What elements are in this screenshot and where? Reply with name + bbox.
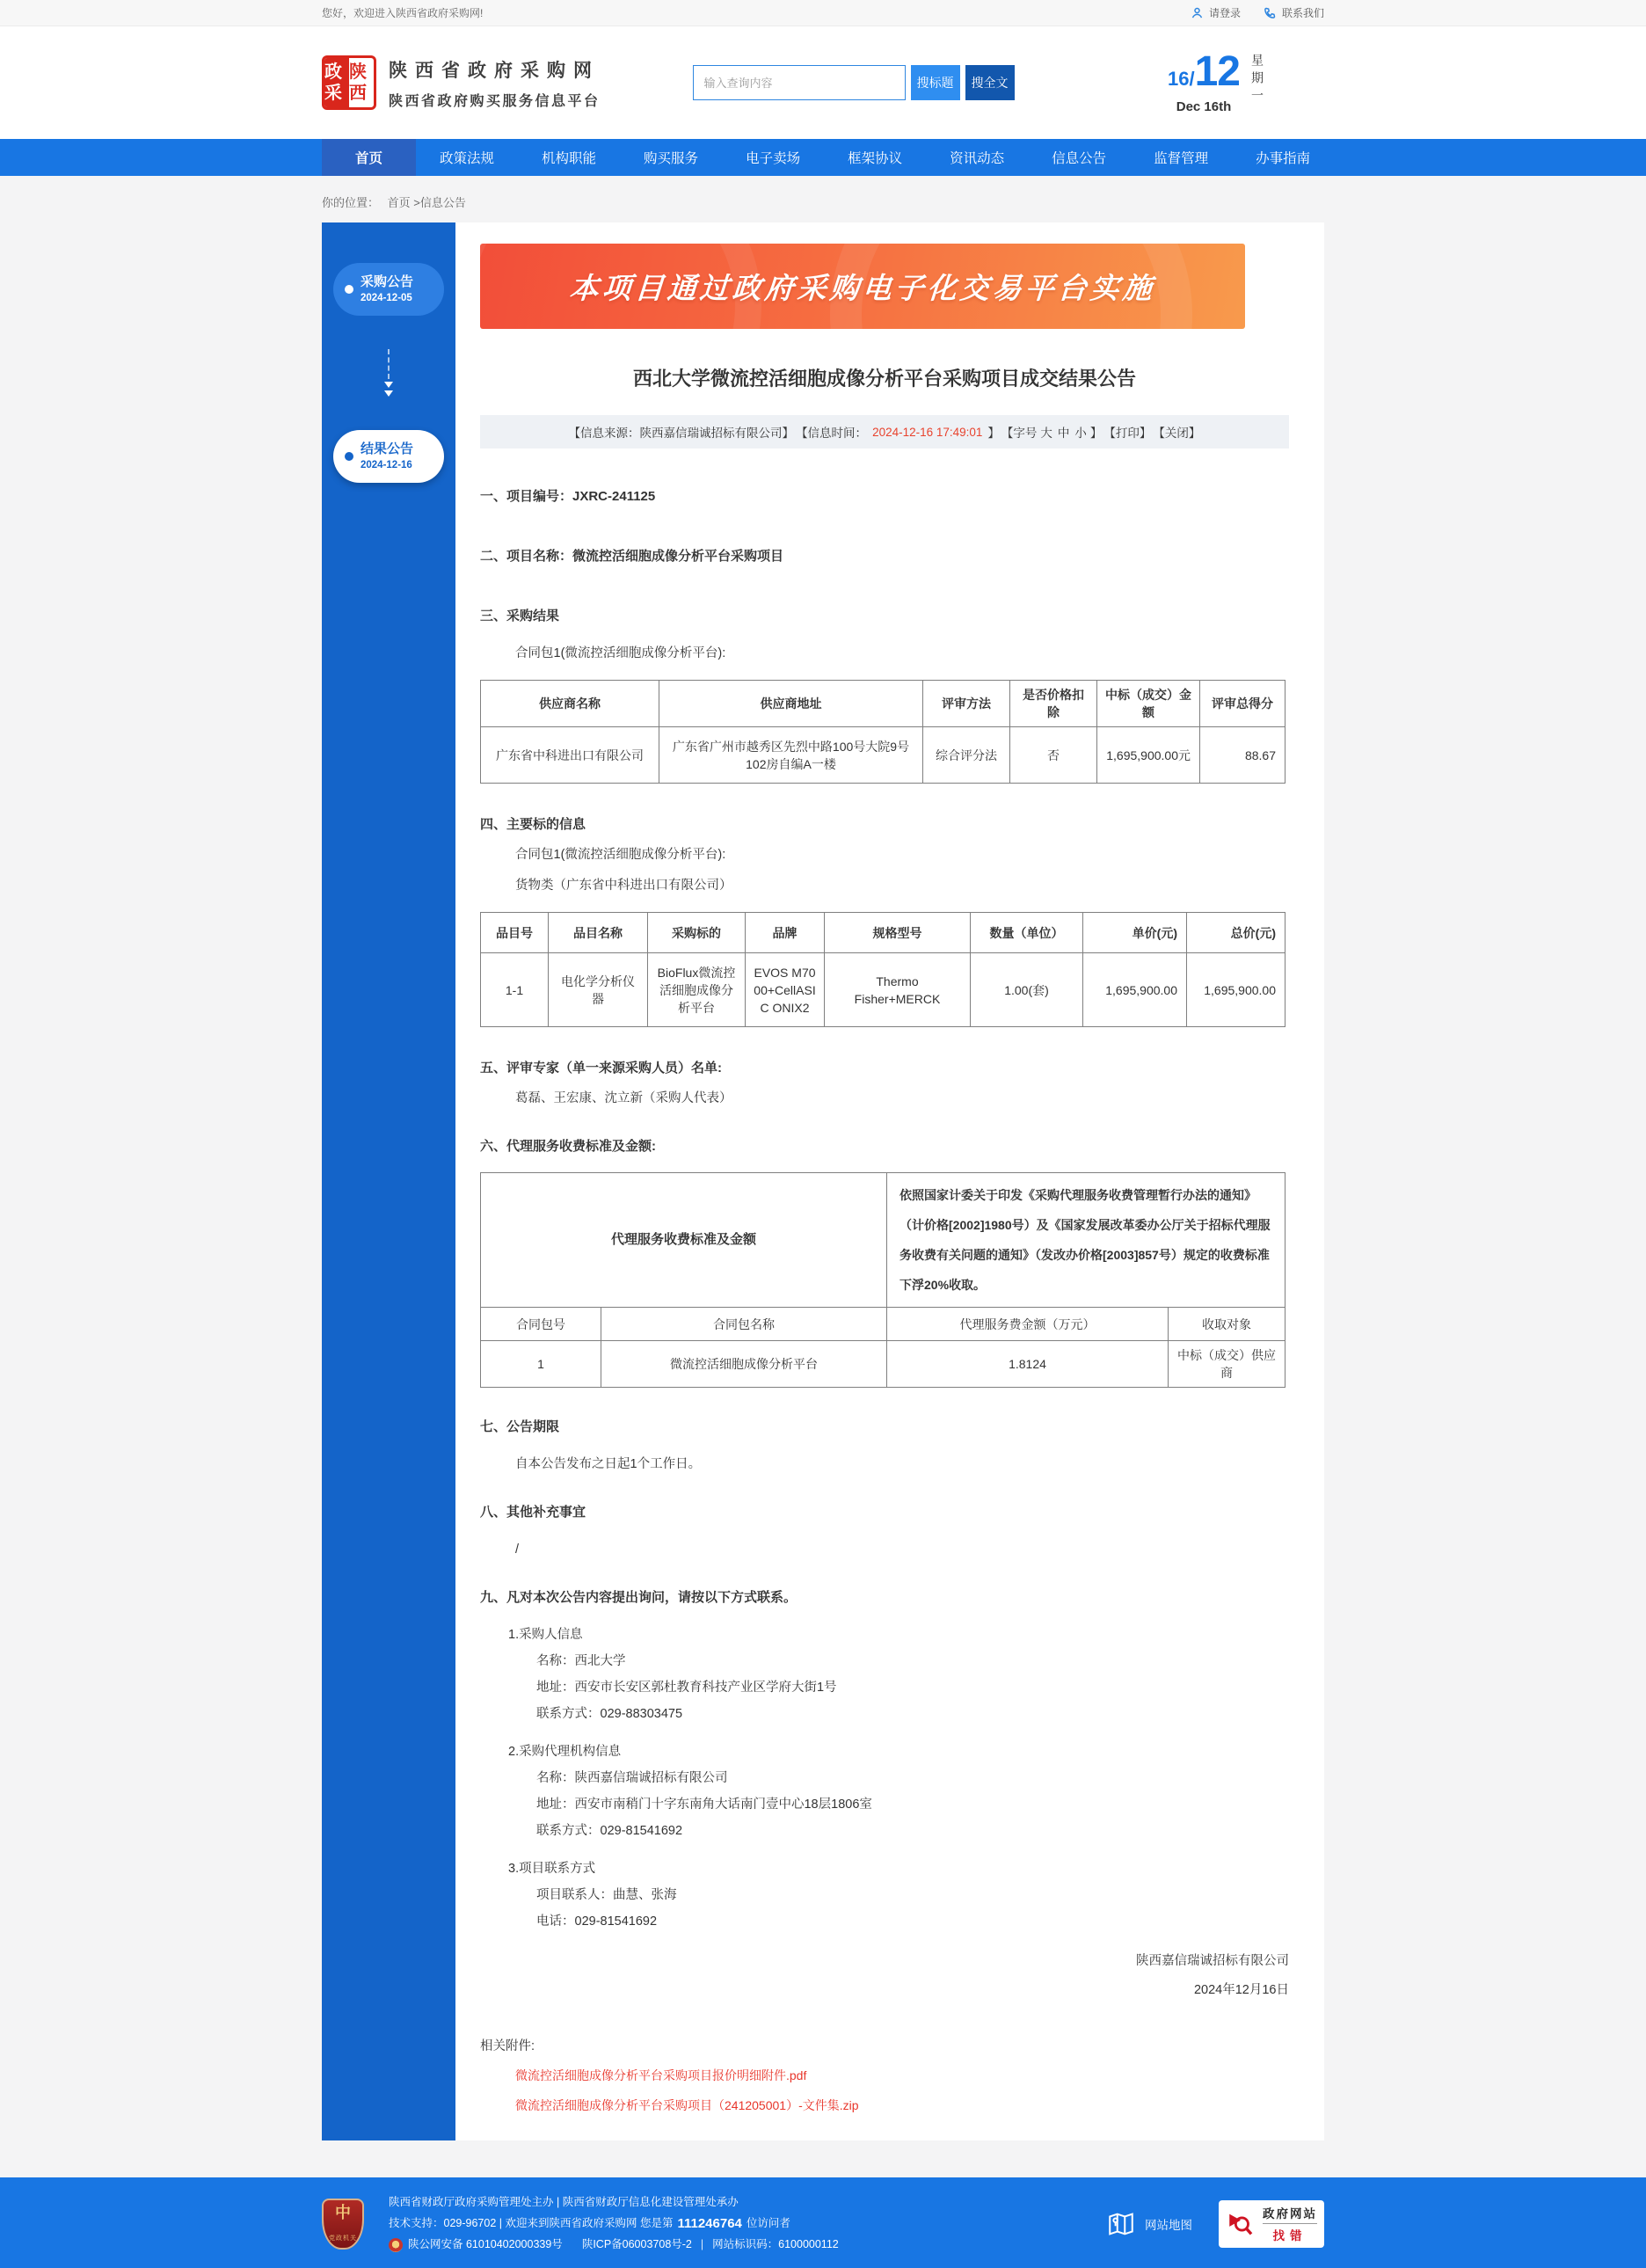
nav-item-service-guide[interactable]: 办事指南 (1256, 151, 1311, 166)
article-title: 西北大学微流控活细胞成像分析平台采购项目成交结果公告 (632, 368, 1136, 390)
sidebar-item-procurement-announcement[interactable]: 采购公告 2024-12-05 (333, 263, 444, 316)
timeline-dot (345, 285, 353, 294)
top-utility-bar (0, 0, 1646, 26)
site-footer (0, 2177, 1646, 2268)
timeline-arrow-icon (322, 349, 455, 397)
breadcrumb-home-link[interactable]: 首页 (387, 196, 411, 209)
item-detail-table (480, 912, 1285, 1027)
site-identifier-code: 网站标识码：6100000112 (712, 2238, 839, 2250)
map-icon (1106, 2209, 1136, 2239)
nav-item-purchase-services[interactable]: 购买服务 (644, 151, 699, 166)
breadcrumb-separator: > (413, 196, 420, 209)
error-finder-icon (1226, 2209, 1256, 2239)
nav-item-framework-agreements[interactable]: 框架协议 (848, 151, 903, 166)
signature-company: 陕西嘉信瑞诚招标有限公司 (1136, 1954, 1289, 1968)
section-4-heading: 四、主要标的信息 (480, 817, 586, 832)
contract-package-1: 合同包1(微流控活细胞成像分析平台): (515, 646, 726, 660)
purchaser-address: 地址：西安市长安区郭杜教育科技产业区学府大街1号 (536, 1681, 837, 1695)
attachment-pdf-link[interactable]: 微流控活细胞成像分析平台采购项目报价明细附件.pdf (515, 2068, 807, 2082)
section-3-heading: 三、采购结果 (480, 609, 560, 624)
site-header (0, 26, 1646, 139)
main-nav (0, 139, 1646, 176)
table-header-row: 合同包号 合同包名称 代理服务费金额（万元） 收取对象 (481, 1308, 1285, 1341)
date-widget (1168, 47, 1324, 114)
project-contact-person: 项目联系人：曲慧、张海 (536, 1888, 677, 1902)
font-size-small[interactable]: 小 (1074, 427, 1087, 440)
table-header-row: 品目号 品目名称 采购标的 品牌 规格型号 数量（单位） 单价(元) 总价(元) (481, 913, 1285, 953)
site-logo[interactable] (322, 55, 601, 110)
login-link[interactable]: 请登录 (1191, 5, 1241, 20)
supplier-result-table (480, 680, 1285, 784)
site-name: 陕西省政府采购网 (389, 60, 600, 81)
article-panel (455, 222, 1324, 2140)
project-contact-head: 3.项目联系方式 (508, 1862, 596, 1876)
table-row: 代理服务收费标准及金额 依照国家计委关于印发《采购代理服务收费管理暂行办法的通知》（计价格[2002]1980号）及《国家发展改革委办公厅关于招标代理服务收费有关问题的通知》（发改办价格[2003]857号）规定的收费标准下浮20%收取。 (481, 1173, 1285, 1308)
section-8-heading: 八、其他补充事宜 (480, 1505, 586, 1520)
announcement-timeline-sidebar (322, 222, 455, 2140)
banner-text: 本项目通过政府采购电子化交易平台实施 (568, 272, 1157, 304)
section-7-heading: 七、公告期限 (480, 1419, 560, 1434)
print-button[interactable]: 【打印】 (1103, 427, 1152, 440)
search-title-button[interactable]: 搜标题 (911, 65, 960, 100)
sitemap-link[interactable]: 网站地图 (1106, 2209, 1192, 2239)
signature-date: 2024年12月16日 (1193, 1983, 1289, 1997)
breadcrumb-current: 信息公告 (419, 196, 466, 209)
breadcrumb (322, 176, 1324, 222)
table-row: 广东省中科进出口有限公司 广东省广州市越秀区先烈中路100号大院9号102房自编A一楼 综合评分法 否 1,695,900.00元 88.67 (481, 727, 1285, 784)
nav-item-announcements[interactable]: 信息公告 (1052, 151, 1107, 166)
breadcrumb-label: 你的位置： (322, 196, 380, 209)
nav-item-functions[interactable]: 机构职能 (542, 151, 597, 166)
visitor-count: 111246764 (677, 2216, 742, 2231)
purchaser-phone: 联系方式：029-88303475 (536, 1707, 683, 1721)
supplementary-text: / (515, 1542, 520, 1557)
logo-seal-icon (322, 55, 376, 110)
font-size-medium[interactable]: 中 (1057, 427, 1070, 440)
announcement-period-text: 自本公告发布之日起1个工作日。 (515, 1457, 702, 1471)
gov-site-error-report-badge[interactable]: 政府网站 找错 (1219, 2200, 1324, 2248)
table-row: 1 微流控活细胞成像分析平台 1.8124 中标（成交）供应商 (481, 1341, 1285, 1388)
nav-item-home[interactable]: 首页 (322, 139, 416, 176)
footer-beian-line: 陕公网安备 61010402000339号 陕ICP备06003708号-2 | 网站标识码：6100000112 (389, 2237, 839, 2252)
user-icon (1191, 6, 1204, 19)
party-government-shield-icon: 中 党政机关 (322, 2199, 364, 2250)
table-header-row: 供应商名称 供应商地址 评审方法 是否价格扣除 中标（成交）金额 评审总得分 (481, 681, 1285, 727)
close-button[interactable]: 【关闭】 (1153, 427, 1201, 440)
contact-link[interactable]: 联系我们 (1264, 5, 1324, 20)
signature-block (480, 1953, 1289, 1999)
phone-icon (1264, 6, 1277, 19)
footer-support-line: 技术支持：029-96702 | 欢迎来到陕西省政府采购网 您是第 111246764 位访问者 (389, 2216, 790, 2231)
nav-item-e-marketplace[interactable]: 电子卖场 (746, 151, 801, 166)
site-subtitle: 陕西省政府购买服务信息平台 (389, 93, 601, 109)
timeline-dot (345, 452, 353, 461)
goods-category: 货物类（广东省中科进出口有限公司） (515, 879, 732, 893)
agency-phone: 联系方式：029-81541692 (536, 1824, 683, 1838)
section-9-heading: 九、凡对本次公告内容提出询问，请按以下方式联系。 (480, 1590, 798, 1605)
agency-fee-table (480, 1172, 1285, 1388)
agency-address: 地址：西安市南稍门十字东南角大话南门壹中心18层1806室 (536, 1798, 872, 1812)
search-fulltext-button[interactable]: 搜全文 (965, 65, 1015, 100)
agency-name: 名称：陕西嘉信瑞诚招标有限公司 (536, 1771, 728, 1785)
welcome-text: 您好，欢迎进入陕西省政府采购网! (322, 7, 484, 19)
section-2-project-name: 二、项目名称：微流控活细胞成像分析平台采购项目 (480, 549, 784, 564)
public-security-badge-icon (389, 2238, 403, 2252)
search-bar (693, 65, 1015, 100)
date-english: Dec 16th (1176, 98, 1232, 114)
attachments-label: 相关附件: (480, 2039, 535, 2053)
sidebar-item-result-announcement[interactable]: 结果公告 2024-12-16 (333, 430, 444, 483)
project-contact-phone: 电话：029-81541692 (536, 1914, 658, 1929)
meta-source: 【信息来源：陕西嘉信瑞诚招标有限公司】 (568, 427, 795, 440)
platform-banner (480, 244, 1245, 329)
date-month: 12 (1194, 47, 1240, 95)
section-5-heading: 五、评审专家（单一来源采购人员）名单: (480, 1061, 722, 1076)
seal-right-text: 陕西 (349, 62, 367, 103)
beian-gongan[interactable]: 陕公网安备 61010402000339号 (408, 2238, 563, 2250)
contract-package-1-repeat: 合同包1(微流控活细胞成像分析平台): (515, 848, 726, 862)
nav-item-news[interactable]: 资讯动态 (950, 151, 1005, 166)
table-row: 1-1 电化学分析仪器 BioFlux微流控活细胞成像分析平台 EVOS M7000+CellASIC ONIX2 Thermo Fisher+MERCK 1.00(套) 1,695,900.00 1,695,900.00 (481, 953, 1285, 1027)
date-weekday: 星期一 (1250, 53, 1264, 106)
attachment-zip-link[interactable]: 微流控活细胞成像分析平台采购项目（241205001）-文件集.zip (515, 2098, 859, 2112)
expert-names: 葛磊、王宏康、沈立新（采购人代表） (515, 1091, 732, 1105)
seal-left-text: 政采 (324, 58, 349, 107)
beian-icp[interactable]: 陕ICP备06003708号-2 (581, 2238, 692, 2250)
font-size-large[interactable]: 大 (1040, 427, 1052, 440)
purchaser-name: 名称：西北大学 (536, 1654, 626, 1668)
purchaser-info-head: 1.采购人信息 (508, 1628, 583, 1642)
nav-item-supervision[interactable]: 监督管理 (1154, 151, 1209, 166)
footer-organizer-line: 陕西省财政厅政府采购管理处主办 | 陕西省财政厅信息化建设管理处承办 (389, 2196, 739, 2208)
nav-item-policies[interactable]: 政策法规 (440, 151, 495, 166)
section-1-project-number: 一、项目编号：JXRC-241125 (480, 489, 656, 504)
agency-info-head: 2.采购代理机构信息 (508, 1745, 622, 1759)
meta-time: 2024-12-16 17:49:01 (872, 425, 983, 439)
section-6-heading: 六、代理服务收费标准及金额: (480, 1139, 656, 1154)
article-meta-bar: 【信息来源：陕西嘉信瑞诚招标有限公司】 【信息时间： 2024-12-16 17:49:01 】 【字号 大 中 小 】 【打印】 【关闭】 (480, 415, 1289, 448)
search-input[interactable] (693, 65, 906, 100)
date-day: 16/ (1168, 67, 1195, 90)
